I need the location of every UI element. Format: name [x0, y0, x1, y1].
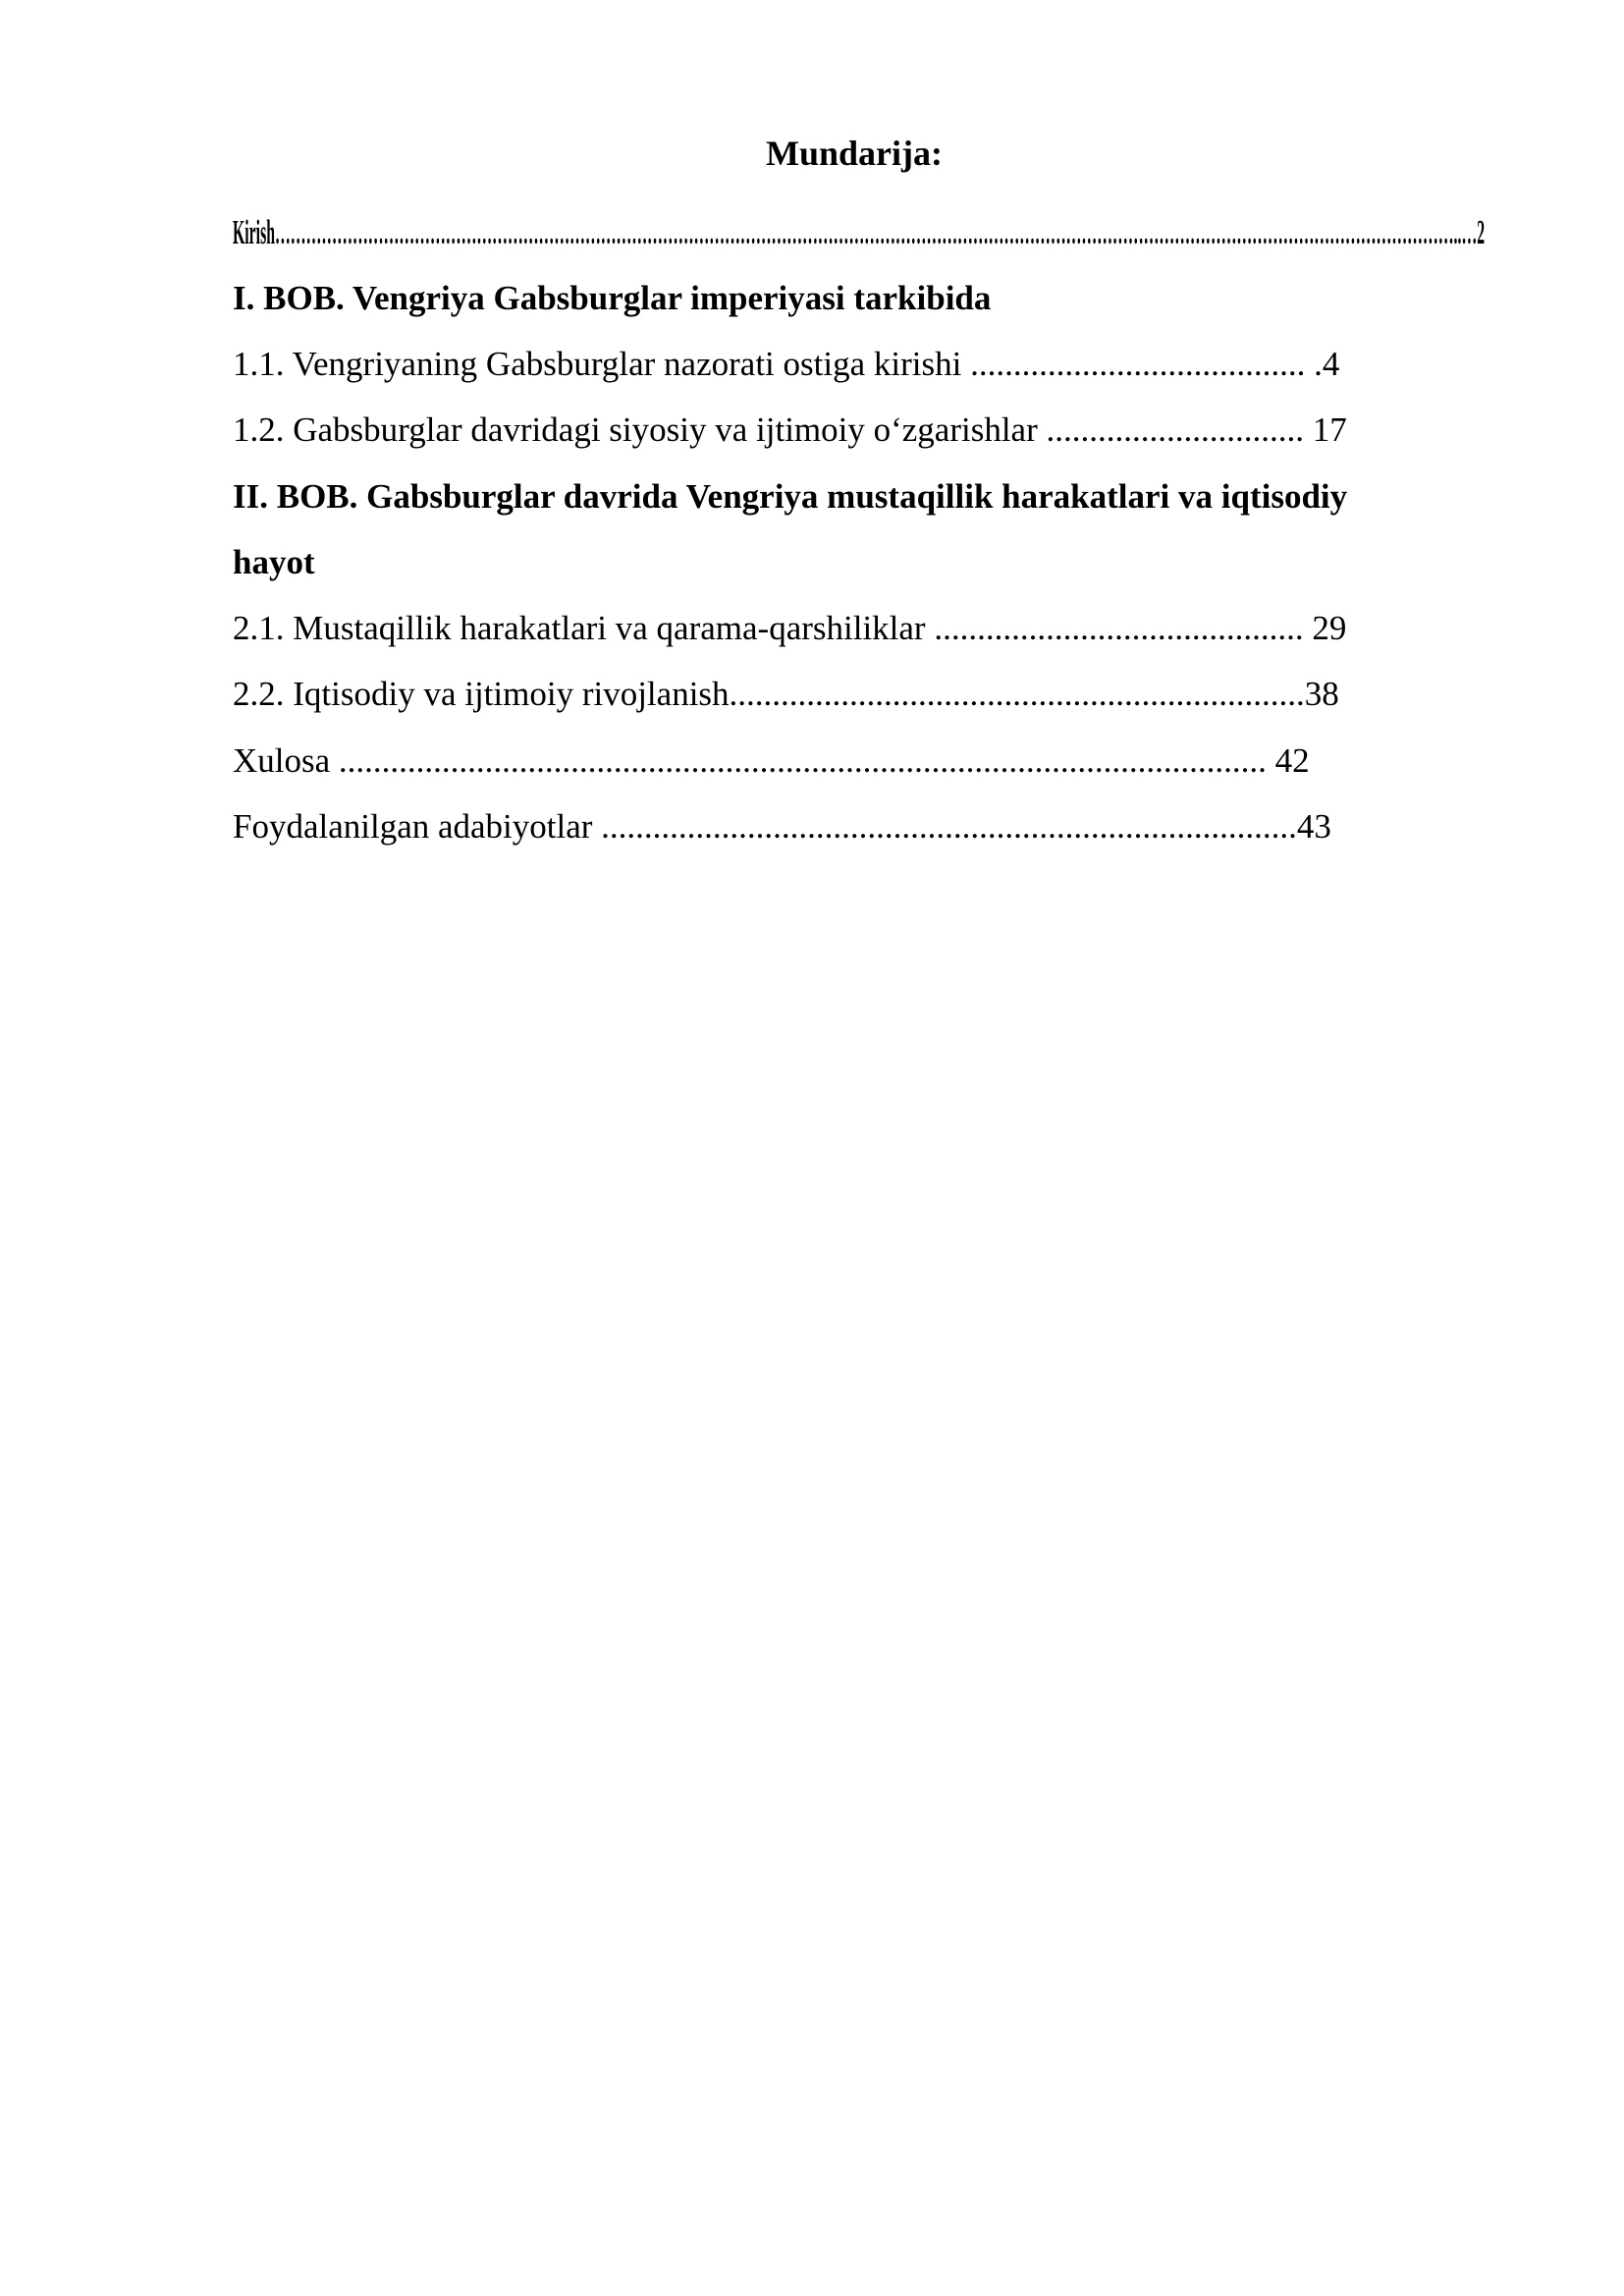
- toc-entry-kirish: Kirish…………………………………………………………………………………………………………………………………………………………………………………………………………..…2: [233, 213, 1486, 251]
- toc-section-2-2: 2.2. Iqtisodiy va ijtimoiy rivojlanish...................................................................38: [233, 675, 1339, 713]
- page-title: Mundarija:: [766, 134, 943, 173]
- toc-entry-xulosa: Xulosa ............................................................................................................ 42: [233, 741, 1310, 780]
- toc-entry-adabiyotlar: Foydalanilgan adabiyotlar .................................................................................43: [233, 807, 1331, 846]
- toc-section-1-2: 1.2. Gabsburglar davridagi siyosiy va ijtimoiy o‘zgarishlar .............................. 17: [233, 410, 1347, 449]
- toc-section-1-1: 1.1. Vengriyaning Gabsburglar nazorati ostiga kirishi ....................................... .4: [233, 345, 1340, 383]
- toc-chapter-2-continued: hayot: [233, 543, 315, 581]
- toc-chapter-1: I. BOB. Vengriya Gabsburglar imperiyasi tarkibida: [233, 279, 992, 317]
- toc-chapter-2: II. BOB. Gabsburglar davrida Vengriya mustaqillik harakatlari va iqtisodiy: [233, 477, 1348, 516]
- toc-section-2-1: 2.1. Mustaqillik harakatlari va qarama-qarshiliklar ........................................... 29: [233, 609, 1347, 647]
